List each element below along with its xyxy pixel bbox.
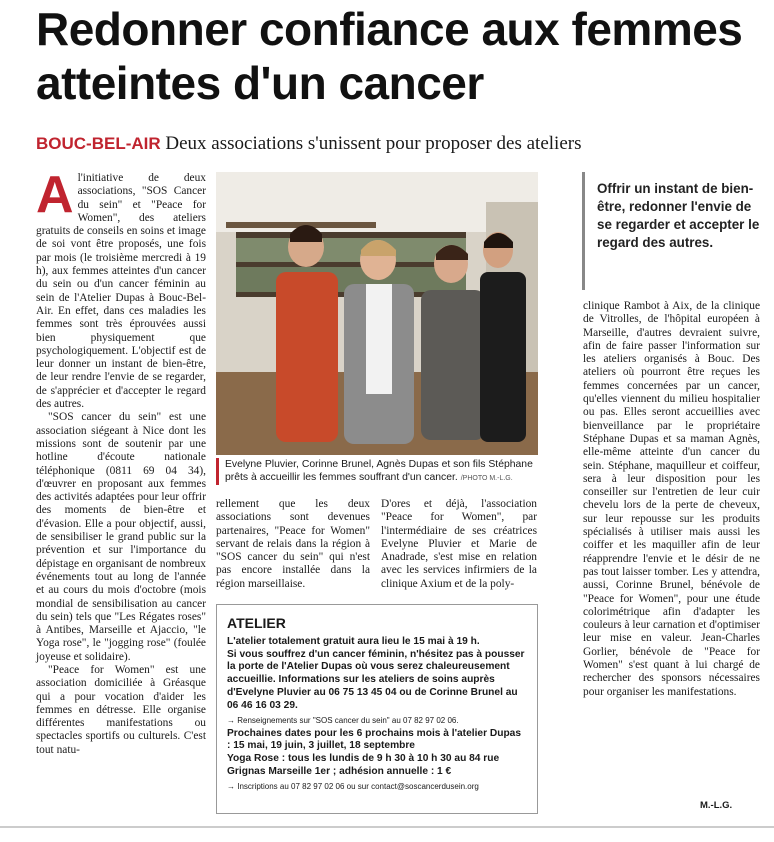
info-box-dates: Prochaines dates pour les 6 prochains mois à l'atelier Dupas : 15 mai, 19 juin, 3 juillet, 18 septembre (227, 727, 521, 752)
photo-credit: /PHOTO M.-L.G. (460, 475, 513, 482)
paragraph-peace: "Peace for Women" est une association domiciliée à Gréasque qui a pour vocation d'aider les femmes en détresse. Elle organise différentes manifestations ou spectacles sportifs ou culturels. C'est tout natu- (36, 663, 206, 756)
paragraph-intro: l'initiative de deux associations, "SOS Cancer du sein" et "Peace for Women", des ateliers gratuits de conseils en soins et image de soi vont être proposés, une fois par mois (le troisième mercredi à 19 h), aux femmes atteintes d'un cancer du sein ou d'un cancer féminin au sein de l'Atelier Dupas à Bouc-Bel-Air. En effet, dans ces maladies les femmes sont très éprouvées aussi bien physiquement que psychologiquement. L'objectif est de leur donner un instant de bien-être, de leur rendre l'envie de se regarder, de s'apprécier et d'accepter le regard des autres. (36, 172, 206, 411)
info-box-yoga: Yoga Rose : tous les lundis de 9 h 30 à 10 h 30 au 84 rue Grignas Marseille 1er ; adhésion annuelle : 1 € (227, 753, 500, 777)
info-box-contact: Si vous souffrez d'un cancer féminin, n'hésitez pas à pousser la porte de l'Atelier Dupas où vous serez chaleureusement accueillie. Informations sur les ateliers de soins auprès d'Evelyne Pluvier au 06 75 13 45 04 ou de Corinne Brunel au 06 46 16 03 29. (227, 648, 525, 711)
info-box-note-signup: → Inscriptions au 07 82 97 02 06 ou sur contact@soscancerdusein.org (227, 781, 479, 791)
drop-cap: A (36, 166, 74, 224)
info-box-title: ATELIER (227, 615, 286, 631)
page-bottom-border (0, 826, 774, 828)
photo-caption (216, 458, 538, 485)
author-signature: M.-L.G. (700, 800, 733, 811)
headline: Redonner confiance aux femmes atteintes d'un cancer (36, 3, 743, 109)
group-photo-illustration (216, 172, 538, 455)
location-kicker: BOUC-BEL-AIR (36, 134, 161, 153)
info-box (216, 604, 538, 814)
article-photo (216, 172, 538, 455)
pull-quote: Offrir un instant de bien-être, redonner l'envie de se regarder et accepter le regard des autres. (582, 172, 760, 290)
article-column-2 (216, 498, 370, 591)
info-box-date: L'atelier totalement gratuit aura lieu le 15 mai à 19 h. (227, 635, 480, 647)
subtitle: Deux associations s'unissent pour proposer des ateliers (165, 133, 582, 154)
article-column-3 (381, 498, 537, 591)
paragraph-partners: rellement que les deux associations sont devenues partenaires, "Peace for Women" servant de relais dans la région à "SOS cancer du sein" qui n'est pas encore installée dans la région marseillaise. (216, 498, 370, 590)
subheadline (36, 132, 756, 156)
article-column-4 (583, 300, 760, 699)
paragraph-workshops: clinique Rambot à Aix, de la clinique de Vitrolles, de l'hôpital européen à Marseille, d'autres devraient suivre, afin de faire passer l'information sur les ateliers organisés à Bouc. Des ateliers où pourront être reçues les femmes concernées par un cancer, qu'elles viennent du milieu hospitalier ou pas. Elles seront accueillies avec bienveillance par le propriétaire Stéphane Dupas et sa maman Agnès, elle-même atteinte d'un cancer du sein. Stéphane, maquilleur et coiffeur, sera à leur disposition pour les conseiller sur l'entretien de leur cuir chevelu lors de la perte de cheveux, sur leur repousse sur les produits spécialisés à utiliser mais aussi les coiffer et les maquiller afin de leur réapprendre l'envie et le désir de ne pas tout laisser tomber. Les y attendra, aussi, Corinne Brunel, bénévole de "Peace for Women", pour une étude colorimétrique afin d'adapter les couleurs à leur carnation et d'optimiser leur mise en valeur. Jean-Charles Gorlier, bénévole de "Peace for Women" s'est quant à lui chargé de rechercher des sponsors nécessaires pour organiser les manifestations. (583, 300, 760, 698)
paragraph-sos: "SOS cancer du sein" est une association siégeant à Nice dont les missions sont de soutenir par une hotline d'écoute nationale téléphonique (0811 69 04 34), d'œuvrer en proposant aux femmes des activités adaptées pour leur offrir des moments de bien-être et d'évasion. Elle a pour objectif, aussi, de sensibiliser le grand public sur la prévention et sur l'importance du dépistage en organisant de nombreux événements tout au long de l'année et au cours du mois d'octobre (mois mondial de sensibilisation au cancer du sein) tels que "Les Régates roses" à Antibes, Marseille et Ajaccio, "le Yoga rose", le "jogging rose" (foulée joyeuse et solidaire). (36, 411, 206, 663)
info-box-note-sos: → Renseignements sur "SOS cancer du sein" au 07 82 97 02 06. (227, 715, 459, 725)
article-column-1 (36, 166, 206, 757)
paragraph-clinics: D'ores et déjà, l'association "Peace for Women", par l'intermédiaire de ses créatrices Evelyne Pluvier et Marie de Anadrade, s'est mise en relation avec les services infirmiers de la clinique Axium et de la poly- (381, 498, 537, 590)
caption-text: Evelyne Pluvier, Corinne Brunel, Agnès Dupas et son fils Stéphane prêts à accueillir les femmes souffrant d'un cancer. (225, 459, 533, 483)
